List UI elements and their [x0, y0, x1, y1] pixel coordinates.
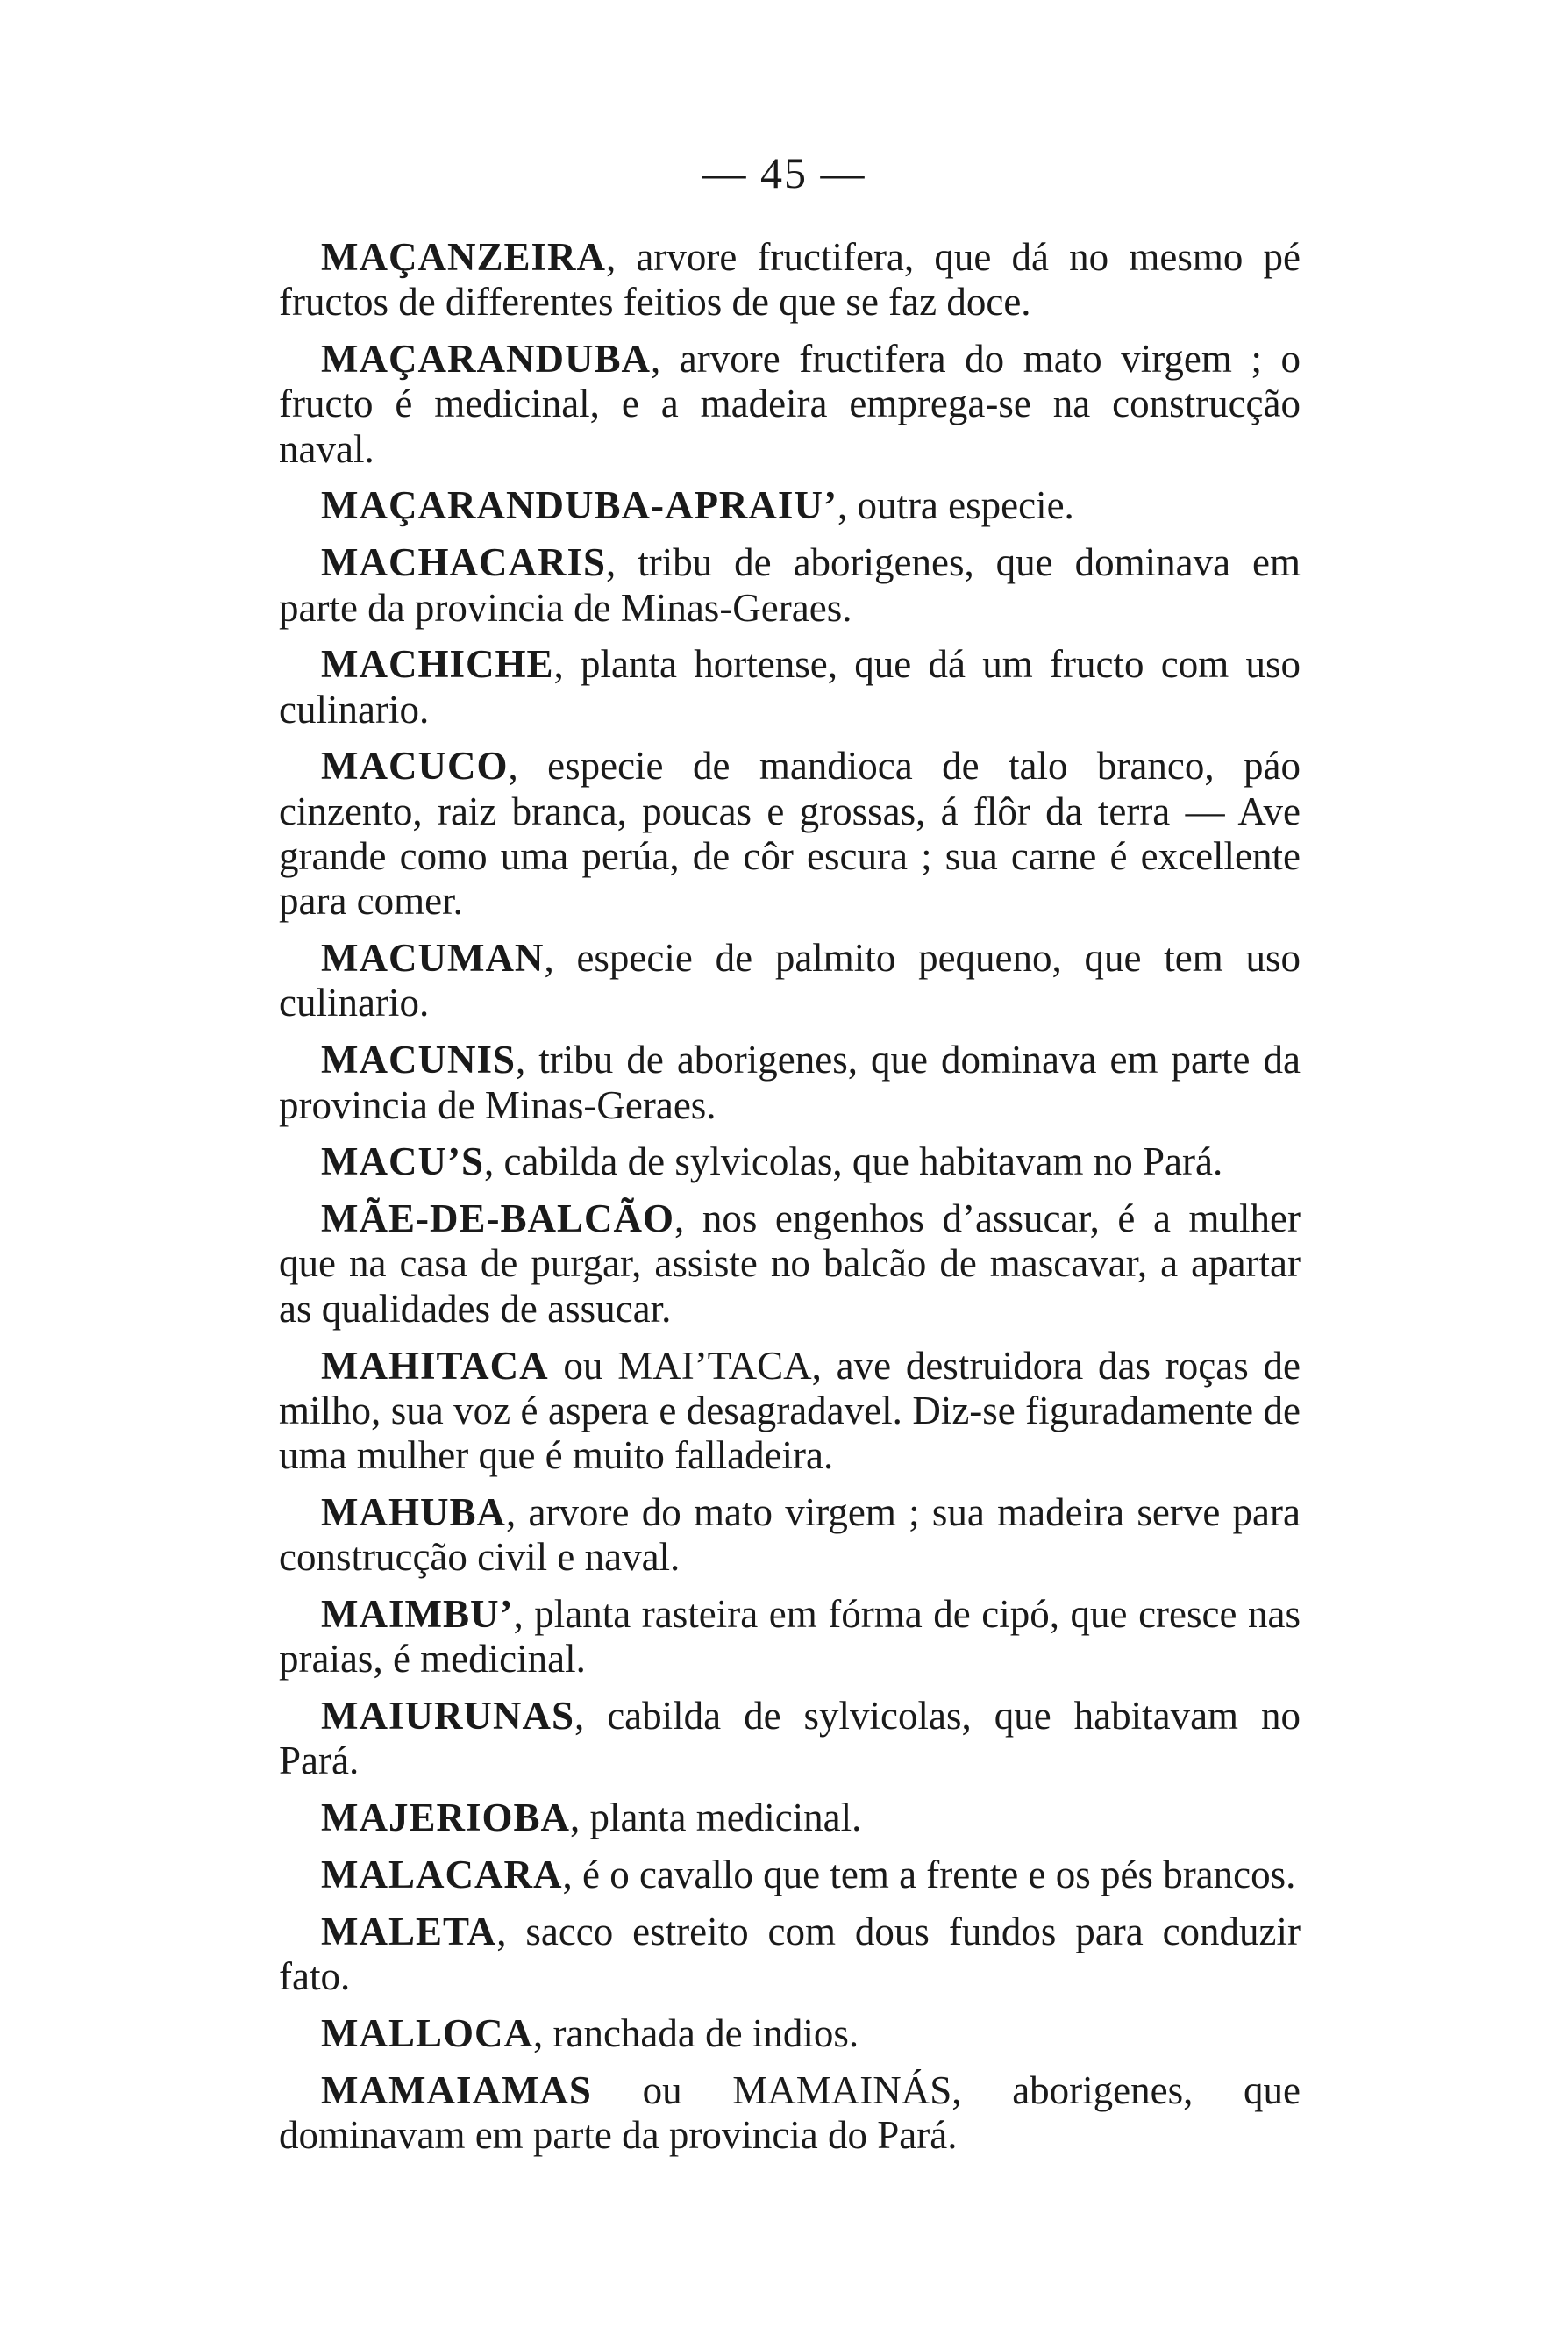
entry-definition: ou MAI’TACA, ave destruidora das roças de milho, sua voz é aspera e desagradavel. Diz-se figuradamente de uma mulher que é muito falladeira. — [279, 1343, 1301, 1478]
entry-headword: MACUNIS — [321, 1038, 517, 1082]
entry-headword: MAHUBA — [321, 1489, 506, 1534]
entry-definition: , arvore fructifera, que dá no mesmo pé fructos de differentes feitios de que se faz doce. — [279, 235, 1301, 325]
entry-definition: , é o cavallo que tem a frente e os pés brancos. — [562, 1853, 1296, 1896]
glossary-entry — [279, 936, 1301, 1026]
entry-headword: MAJERIOBA — [321, 1796, 571, 1840]
entry-headword: MAÇANZEIRA — [321, 235, 606, 279]
glossary-entry — [279, 1853, 1301, 1897]
glossary-entry — [279, 744, 1301, 924]
glossary-text — [279, 235, 1301, 2158]
entry-definition: , outra especie. — [837, 483, 1074, 528]
entry-definition: , tribu de aborigenes, que dominava em parte da provincia de Minas-Geraes. — [279, 540, 1301, 630]
entry-definition: , especie de palmito pequeno, que tem uso culinario. — [279, 936, 1301, 1025]
entry-definition: , planta medicinal. — [570, 1796, 862, 1840]
entry-definition: , nos engenhos d’assucar, é a mulher que na casa de purgar, assiste no balcão de mascavar, a apartar as qualidades de assucar. — [279, 1196, 1301, 1331]
entry-headword: MACUCO — [321, 744, 509, 789]
glossary-entry — [279, 1490, 1301, 1581]
entry-definition: , arvore do mato virgem ; sua madeira serve para construcção civil e naval. — [279, 1489, 1301, 1580]
entry-definition: , especie de mandioca de talo branco, páo cinzento, raiz branca, poucas e grossas, á flôr da terra — Ave grande como uma perúa, de côr escura ; sua carne é excellente para comer. — [279, 744, 1301, 924]
glossary-entry — [279, 1196, 1301, 1332]
entry-definition: , sacco estreito com dous fundos para conduzir fato. — [279, 1909, 1301, 1999]
entry-headword: MALETA — [321, 1909, 497, 1953]
glossary-entry — [279, 1344, 1301, 1479]
entry-headword: MACUMAN — [321, 936, 545, 981]
entry-definition: , planta hortense, que dá um fructo com uso culinario. — [279, 642, 1301, 732]
glossary-entry — [279, 1796, 1301, 1840]
entry-definition: , cabilda de sylvicolas, que habitavam no Pará. — [483, 1139, 1223, 1184]
glossary-entry — [279, 1910, 1301, 2000]
glossary-entry — [279, 1139, 1301, 1184]
entry-definition: , cabilda de sylvicolas, que habitavam no Pará. — [279, 1694, 1301, 1783]
glossary-entry — [279, 2011, 1301, 2056]
entry-headword: MAHITACA — [321, 1343, 549, 1388]
entry-headword: MAIURUNAS — [321, 1694, 574, 1739]
entry-definition: , arvore fructifera do mato virgem ; o fructo é medicinal, e a madeira emprega-se na construcção naval. — [279, 337, 1301, 471]
entry-headword: MACHACARIS — [321, 540, 606, 585]
glossary-entry — [279, 1038, 1301, 1128]
glossary-entry — [279, 1592, 1301, 1682]
entry-headword: MAIMBU’ — [321, 1592, 514, 1637]
entry-headword: MAÇARANDUBA-APRAIU’ — [321, 483, 837, 528]
entry-headword: MALLOCA — [321, 2010, 533, 2055]
glossary-entry — [279, 235, 1301, 325]
glossary-entry — [279, 483, 1301, 528]
entry-headword: MACU’S — [321, 1139, 484, 1184]
glossary-entry — [279, 337, 1301, 472]
entry-definition: , ranchada de indios. — [533, 2010, 859, 2055]
entry-headword: MAMAIAMAS — [321, 2067, 592, 2112]
entry-definition: , planta rasteira em fórma de cipó, que cresce nas praias, é medicinal. — [279, 1592, 1301, 1682]
glossary-entry — [279, 1694, 1301, 1784]
entry-definition: ou MAMAINÁS, aborigenes, que dominavam em parte da provincia do Pará. — [279, 2067, 1301, 2157]
entry-headword: MÃE-DE-BALCÃO — [321, 1196, 674, 1241]
entry-headword: MAÇARANDUBA — [321, 337, 651, 382]
entry-definition: , tribu de aborigenes, que dominava em parte da provincia de Minas-Geraes. — [279, 1038, 1301, 1127]
glossary-entry — [279, 540, 1301, 631]
entry-headword: MACHICHE — [321, 642, 554, 687]
glossary-entry — [279, 2068, 1301, 2159]
glossary-entry — [279, 642, 1301, 732]
entry-headword: MALACARA — [321, 1853, 563, 1896]
page-number: — 45 — — [702, 148, 866, 197]
